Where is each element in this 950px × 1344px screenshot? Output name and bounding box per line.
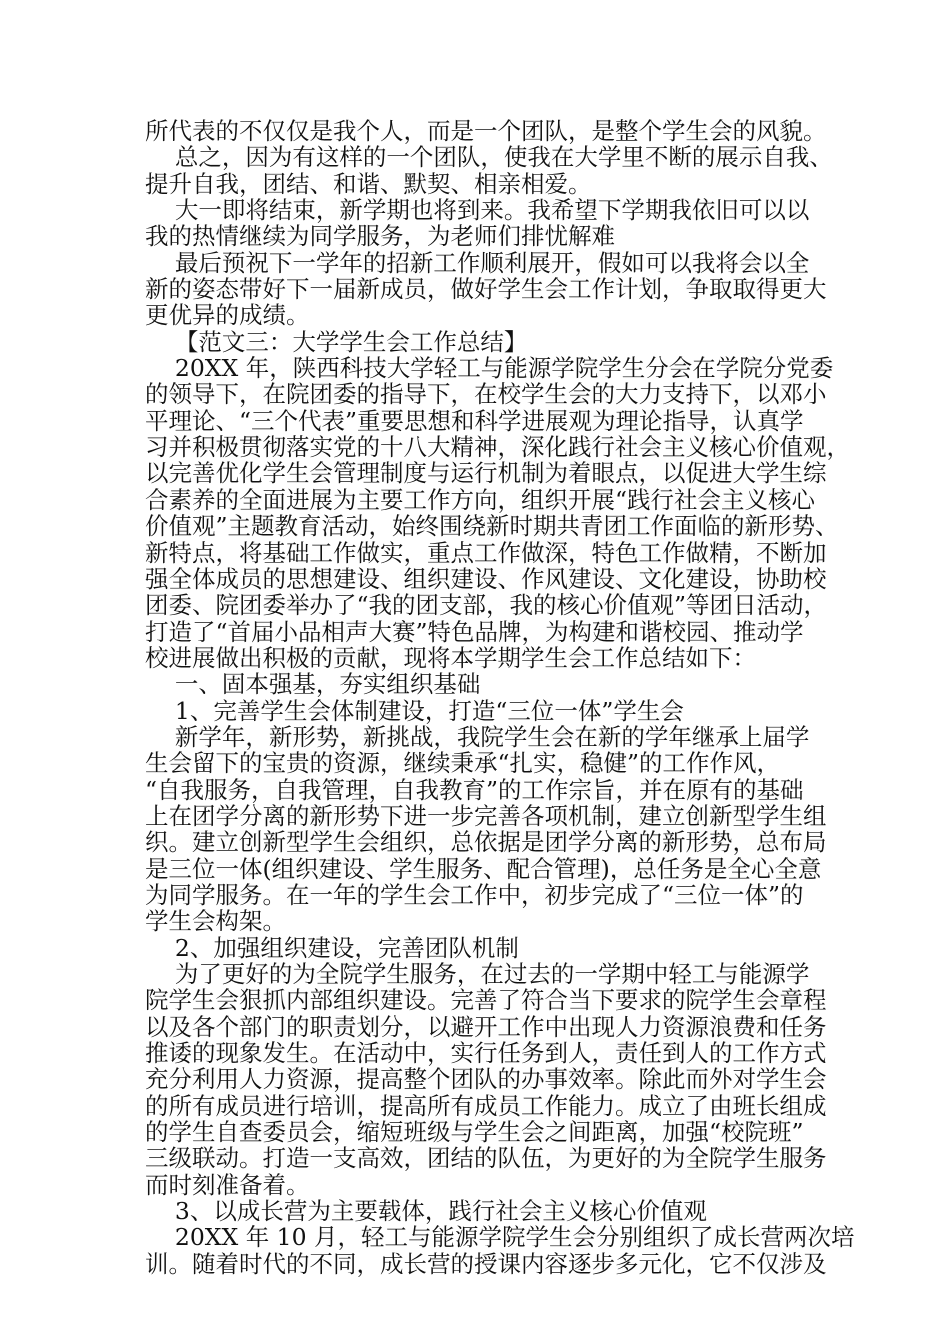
text-line: 生会留下的宝贵的资源，继续秉承“扎实，稳健”的工作作风，	[145, 749, 781, 778]
text-line: “自我服务，自我管理，自我教育”的工作宗旨，并在原有的基础	[145, 775, 804, 804]
text-line: 的所有成员进行培训，提高所有成员工作能力。成立了由班长组成	[145, 1091, 827, 1120]
text-line: 一、固本强基，夯实组织基础	[145, 670, 481, 699]
text-line: 织。建立创新型学生会组织，总依据是团学分离的新形势，总布局	[145, 828, 827, 857]
text-line: 提升自我，团结、和谐、默契、相亲相爱。	[145, 169, 592, 198]
text-line: 是三位一体(组织建设、学生服务、配合管理)，总任务是全心全意	[145, 854, 822, 883]
text-line: 最后预祝下一学年的招新工作顺利展开，假如可以我将会以全	[145, 248, 810, 277]
text-line: 新学年，新形势，新挑战，我院学生会在新的学年继承上届学	[145, 722, 810, 751]
text-line: 以及各个部门的职责划分，以避开工作中出现人力资源浪费和任务	[145, 1012, 827, 1041]
text-line: 上在团学分离的新形势下进一步完善各项机制，建立创新型学生组	[145, 801, 827, 830]
text-line: 价值观”主题教育活动，始终围绕新时期共青团工作面临的新形势、	[145, 512, 839, 541]
text-line: 3、以成长营为主要载体，践行社会主义核心价值观	[145, 1197, 707, 1226]
text-line: 新特点，将基础工作做实，重点工作做深，特色工作做精，不断加	[145, 538, 827, 567]
text-line: 打造了“首届小品相声大赛”特色品牌，为构建和谐校园、推动学	[145, 617, 804, 646]
text-line: 而时刻准备着。	[145, 1170, 310, 1199]
text-line: 推诿的现象发生。在活动中，实行任务到人，责任到人的工作方式	[145, 1039, 827, 1068]
text-line: 新的姿态带好下一届新成员，做好学生会工作计划，争取取得更大	[145, 275, 827, 304]
text-line: 总之，因为有这样的一个团队，使我在大学里不断的展示自我、	[145, 143, 833, 172]
text-line: 团委、院团委举办了“我的团支部，我的核心价值观”等团日活动，	[145, 591, 828, 620]
text-line: 的领导下，在院团委的指导下，在校学生会的大力支持下，以邓小	[145, 380, 827, 409]
text-line: 充分利用人力资源，提高整个团队的办事效率。除此而外对学生会	[145, 1065, 827, 1094]
text-line: 20XX 年，陕西科技大学轻工与能源学院学生分会在学院分党委	[145, 354, 834, 383]
document-page	[145, 117, 855, 1278]
text-line: 合素养的全面进展为主要工作方向，组织开展“践行社会主义核心	[145, 485, 816, 514]
text-line: 更优异的成绩。	[145, 301, 310, 330]
text-line: 为同学服务。在一年的学生会工作中，初步完成了“三位一体”的	[145, 880, 804, 909]
text-line: 1、完善学生会体制建设，打造“三位一体”学生会	[145, 696, 684, 725]
text-line: 我的热情继续为同学服务，为老师们排忧解难	[145, 222, 615, 251]
text-line: 学生会构架。	[145, 907, 286, 936]
text-line: 院学生会狠抓内部组织建设。完善了符合当下要求的院学生会章程	[145, 986, 827, 1015]
text-line: 习并积极贯彻落实党的十八大精神，深化践行社会主义核心价值观，	[145, 433, 850, 462]
text-line: 20XX 年 10 月，轻工与能源学院学生会分别组织了成长营两次培	[145, 1223, 855, 1252]
text-line: 大一即将结束，新学期也将到来。我希望下学期我依旧可以以	[145, 196, 810, 225]
text-line: 三级联动。打造一支高效，团结的队伍，为更好的为全院学生服务	[145, 1144, 827, 1173]
text-line: 2、加强组织建设，完善团队机制	[145, 933, 519, 962]
text-line: 为了更好的为全院学生服务，在过去的一学期中轻工与能源学	[145, 960, 810, 988]
text-line: 的学生自查委员会，缩短班级与学生会之间距离，加强“校院班”	[145, 1118, 804, 1147]
text-line: 校进展做出积极的贡献，现将本学期学生会工作总结如下：	[145, 643, 756, 672]
text-line: 平理论、“三个代表”重要思想和科学进展观为理论指导，认真学	[145, 406, 804, 435]
text-line: 训。随着时代的不同，成长营的授课内容逐步多元化，它不仅涉及	[145, 1249, 827, 1278]
text-line: 强全体成员的思想建设、组织建设、作风建设、文化建设，协助校	[145, 564, 827, 593]
text-line: 所代表的不仅仅是我个人，而是一个团队，是整个学生会的风貌。	[145, 117, 827, 145]
text-line: 【范文三：大学学生会工作总结】	[145, 327, 528, 356]
text-line: 以完善优化学生会管理制度与运行机制为着眼点，以促进大学生综	[145, 459, 827, 488]
